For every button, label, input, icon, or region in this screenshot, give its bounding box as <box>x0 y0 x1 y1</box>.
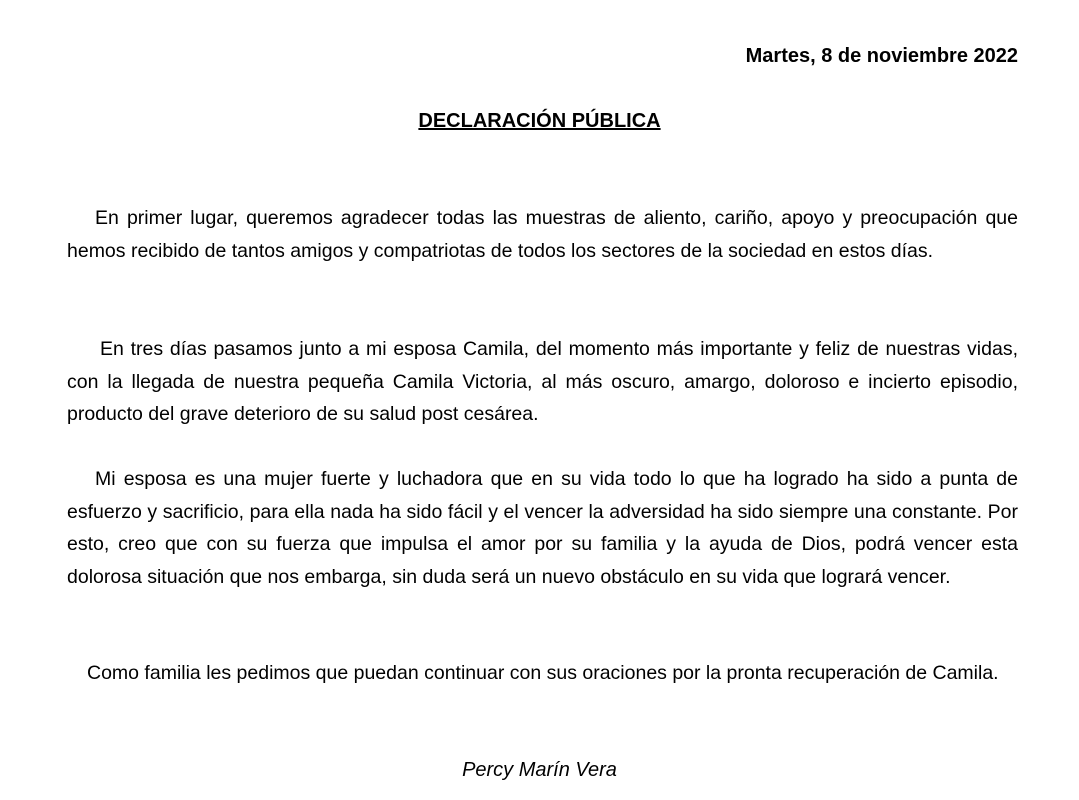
paragraph-strength: Mi esposa es una mujer fuerte y luchadora que en su vida todo lo que ha logrado ha sido a punta de esfuerzo y sacrificio, para ella nada ha sido fácil y el vencer la adversidad ha sido siempre una constante. Por esto, creo que con su fuerza que impulsa el amor por su familia y la ayuda de Dios, podrá vencer esta dolorosa situación que nos embarga, sin duda será un nuevo obstáculo en su vida que logrará vencer. <box>67 468 1018 588</box>
document-title: DECLARACIÓN PÚBLICA <box>418 110 661 132</box>
paragraph-gratitude: En primer lugar, queremos agradecer todas las muestras de aliento, cariño, apoyo y preocupación que hemos recibido de tantos amigos y compatriotas de todos los sectores de la sociedad en estos días. <box>67 207 1018 262</box>
signature-name: Percy Marín Vera <box>462 759 617 781</box>
paragraph-events: En tres días pasamos junto a mi esposa Camila, del momento más importante y feliz de nuestras vidas, con la llegada de nuestra pequeña Camila Victoria, al más oscuro, amargo, doloroso e incierto episodio, producto del grave deterioro de su salud post cesárea. <box>67 338 1018 425</box>
document-date: Martes, 8 de noviembre 2022 <box>745 45 1018 67</box>
paragraph-request: Como familia les pedimos que puedan continuar con sus oraciones por la pronta recuperación de Camila. <box>87 662 999 684</box>
